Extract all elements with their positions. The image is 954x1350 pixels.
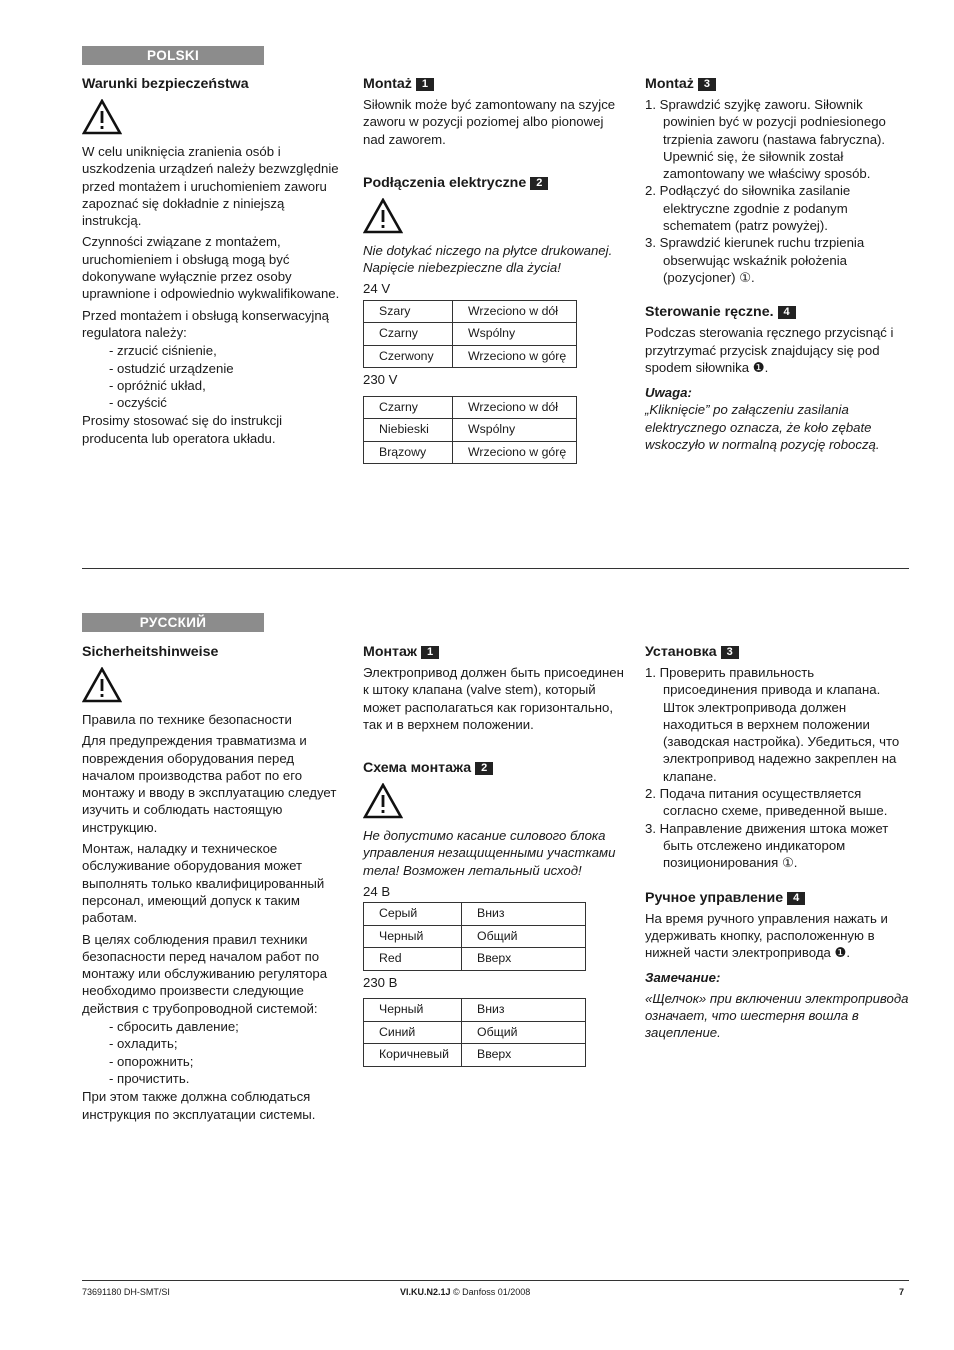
pl-safety-paragraph-2: Czynności związane z montażem, uruchomieniem i obsługą mogą być dokonywane wyłącznie przez osoby uprawnione i odpowiednio wykwalifikowane.: [82, 234, 340, 302]
list-item: - opróżnić układ,: [109, 377, 206, 393]
ru-note-text: «Щелчок» при включении электропривода означает, что шестерня вошла в зацепление.: [645, 990, 909, 1041]
ru-voltage-230-label: 230 В: [363, 974, 398, 990]
ru-safety-paragraph-0: Правила по технике безопасности: [82, 712, 292, 727]
pl-manual-title: [645, 303, 909, 321]
list-item: - охладить;: [109, 1036, 178, 1052]
figure-number-badge: 3: [698, 78, 716, 91]
ru-install-title: [645, 643, 911, 661]
pl-install-title-text: Montaż: [645, 76, 694, 92]
list-item: - прочистить.: [109, 1070, 190, 1086]
ru-safety-column: [82, 643, 348, 1127]
ru-safety-paragraph-3: В целях соблюдения правил техники безопасности перед началом работ по монтажу или обслуживанию регулятора необходимо произвести следующие действия с трубопроводной системой:: [82, 931, 328, 1016]
warning-triangle-icon: [82, 667, 122, 703]
table-row: Czerwony Wrzeciono w górę: [364, 345, 577, 368]
list-item: 2. Подача питания осуществляется согласно схеме, приведенной выше.: [645, 786, 888, 819]
pl-safety-title: Warunki bezpieczeństwa: [82, 76, 249, 92]
list-item: - сбросить давление;: [109, 1019, 239, 1035]
figure-number-badge: 1: [421, 646, 439, 659]
table-row: Серый Вниз: [364, 903, 586, 926]
pl-manual-title-text: Sterowanie ręczne.: [645, 304, 774, 321]
table-row: Черный Вниз: [364, 999, 586, 1022]
list-item: 1. Sprawdzić szyjkę zaworu. Siłownik powinien być w pozycji podniesionego trzpienia zaworu (nastawa fabryczna). Upewnić się, że siłownik został zamontowany we właściwy sposób.: [645, 97, 886, 182]
ru-safety-list: [82, 1018, 348, 1087]
list-item: 3. Sprawdzić kierunek ruchu trzpienia obserwując wskaźnik położenia (pozycjoner) ①.: [645, 235, 865, 285]
ru-mount-title: [363, 643, 627, 661]
pl-voltage-24-label: 24 V: [363, 281, 391, 297]
list-item: - опорожнить;: [109, 1053, 194, 1069]
ru-install-title-text: Установка: [645, 644, 717, 660]
pl-install-column: [645, 75, 909, 457]
ru-elec-title: [363, 759, 627, 777]
table-row: Niebieski Wspólny: [364, 419, 577, 442]
ru-note-title: Замечание:: [645, 970, 721, 986]
list-item: - ostudzić urządzenie: [109, 360, 234, 376]
pl-note-text: „Kliknięcie” po załączeniu zasilania elektrycznego oznacza, że koło zębate wskoczyło w normalną pozycję roboczą.: [645, 402, 880, 453]
pl-safety-column: [82, 75, 344, 451]
pl-mount-title: [363, 75, 625, 93]
page-number: 7: [899, 1287, 905, 1297]
table-row: Коричневый Вверх: [364, 1044, 586, 1067]
pl-voltage-230-label: 230 V: [363, 372, 398, 388]
figure-number-badge: 3: [721, 646, 739, 659]
ru-safety-paragraph-4: При этом также должна соблюдаться инструкция по эксплуатации системы.: [82, 1089, 316, 1122]
warning-triangle-icon: [363, 783, 403, 819]
pl-install-title: [645, 75, 909, 93]
footer-doc-id: VI.KU.N2.1J: [400, 1287, 451, 1297]
ru-elec-title-text: Схема монтажа: [363, 760, 472, 777]
ru-manual-text: На время ручного управления нажать и удерживать кнопку, расположенную в нижней части электропривода ❶.: [645, 910, 888, 961]
pl-elec-title: [363, 174, 625, 192]
list-item: 2. Podłączyć do siłownika zasilanie elektryczne zgodnie z podanym schematem (patrz powyżej).: [645, 183, 851, 234]
ru-mount-column: [363, 643, 627, 1070]
table-row: Czarny Wspólny: [364, 323, 577, 346]
pl-wiring-table-24v: [363, 300, 577, 369]
pl-safety-paragraph-3: Przed montażem i obsługą konserwacyjną regulatora należy:: [82, 307, 330, 340]
figure-number-badge: 4: [778, 306, 796, 319]
warning-triangle-icon: [363, 198, 403, 234]
table-row: Szary Wrzeciono w dół: [364, 300, 577, 323]
section-divider: [82, 568, 909, 569]
list-item: 1. Проверить правильность присоединения привода и клапана. Шток электропривода должен находиться в верхнем положении (заводская настройка). Убедиться, что электропривод надежно закреплен на клапане.: [645, 665, 900, 784]
warning-triangle-icon: [82, 99, 122, 135]
footer-document-code: 73691180 DH-SMT/SI: [82, 1287, 170, 1297]
pl-safety-paragraph-4: Prosimy stosować się do instrukcji producenta lub operatora układu.: [82, 413, 283, 446]
ru-manual-title: [645, 889, 911, 907]
ru-safety-title: Sicherheitshinweise: [82, 644, 219, 660]
ru-manual-title-text: Ручное управление: [645, 889, 784, 906]
ru-safety-paragraph-1: Для предупреждения травматизма и повреждения оборудования перед началом производства работ по его монтажу и вводу в эксплуатацию следует изучить и соблюдать настоящую инструкцию.: [82, 733, 337, 835]
section-header-polski: POLSKI: [82, 46, 264, 65]
ru-install-steps: [645, 664, 911, 872]
pl-mount-title-text: Montaż: [363, 76, 412, 92]
table-row: Синий Общий: [364, 1021, 586, 1044]
figure-number-badge: 4: [787, 892, 805, 905]
figure-number-badge: 2: [530, 177, 548, 190]
figure-number-badge: 2: [475, 762, 493, 775]
ru-voltage-24-label: 24 В: [363, 884, 391, 900]
list-item: 3. Направление движения штока может быть отслежено индикатором позиционирования ①.: [645, 820, 889, 871]
pl-safety-list: [82, 342, 344, 411]
pl-safety-paragraph-1: W celu uniknięcia zranienia osób i uszkodzenia urządzeń należy bezwzględnie przed montażem i uruchomieniem zaworu zapoznać się dokładnie z niniejszą instrukcją.: [82, 144, 339, 229]
section-header-russian: РУССКИЙ: [82, 613, 264, 632]
pl-install-steps: [645, 96, 909, 286]
list-item: - zrzucić ciśnienie,: [109, 343, 217, 359]
pl-manual-text: Podczas sterowania ręcznego przycisnąć i przytrzymać przycisk znajdujący się pod spodem siłownika ❶.: [645, 325, 894, 375]
pl-mount-column: [363, 75, 625, 467]
ru-wiring-table-230v: [363, 998, 586, 1067]
ru-install-column: [645, 643, 911, 1046]
table-row: Czarny Wrzeciono w dół: [364, 396, 577, 419]
ru-safety-paragraph-2: Монтаж, наладку и техническое обслуживание оборудования может выполнять только квалифицированный персонал, имеющий допуск к таким работам.: [82, 841, 325, 926]
pl-mount-text: Siłownik może być zamontowany na szyjce zaworu w pozycji poziomej albo pionowej nad zaworem.: [363, 97, 616, 147]
table-row: Red Вверх: [364, 948, 586, 971]
ru-wiring-table-24v: [363, 902, 586, 971]
footer-copyright: © Danfoss 01/2008: [453, 1287, 531, 1297]
ru-mount-text: Электропривод должен быть присоединен к штоку клапана (valve stem), который может располагаться как горизонтально, так и в верхнем положении.: [363, 665, 624, 732]
pl-note-title: Uwaga:: [645, 385, 692, 401]
pl-wiring-table-230v: [363, 396, 577, 465]
list-item: - oczyścić: [109, 395, 167, 411]
footer-center: [400, 1287, 530, 1297]
pl-elec-title-text: Podłączenia elektryczne: [363, 174, 527, 191]
table-row: Черный Общий: [364, 925, 586, 948]
ru-mount-title-text: Монтаж: [363, 644, 417, 660]
pl-elec-warning: Nie dotykać niczego na płytce drukowanej. Napięcie niebezpieczne dla życia!: [363, 242, 613, 276]
table-row: Brązowy Wrzeciono w górę: [364, 441, 577, 464]
figure-number-badge: 1: [416, 78, 434, 91]
footer-divider: [82, 1280, 909, 1281]
ru-elec-warning: Не допустимо касание силового блока управления незащищенными участками тела! Возможен летальный исход!: [363, 828, 616, 878]
